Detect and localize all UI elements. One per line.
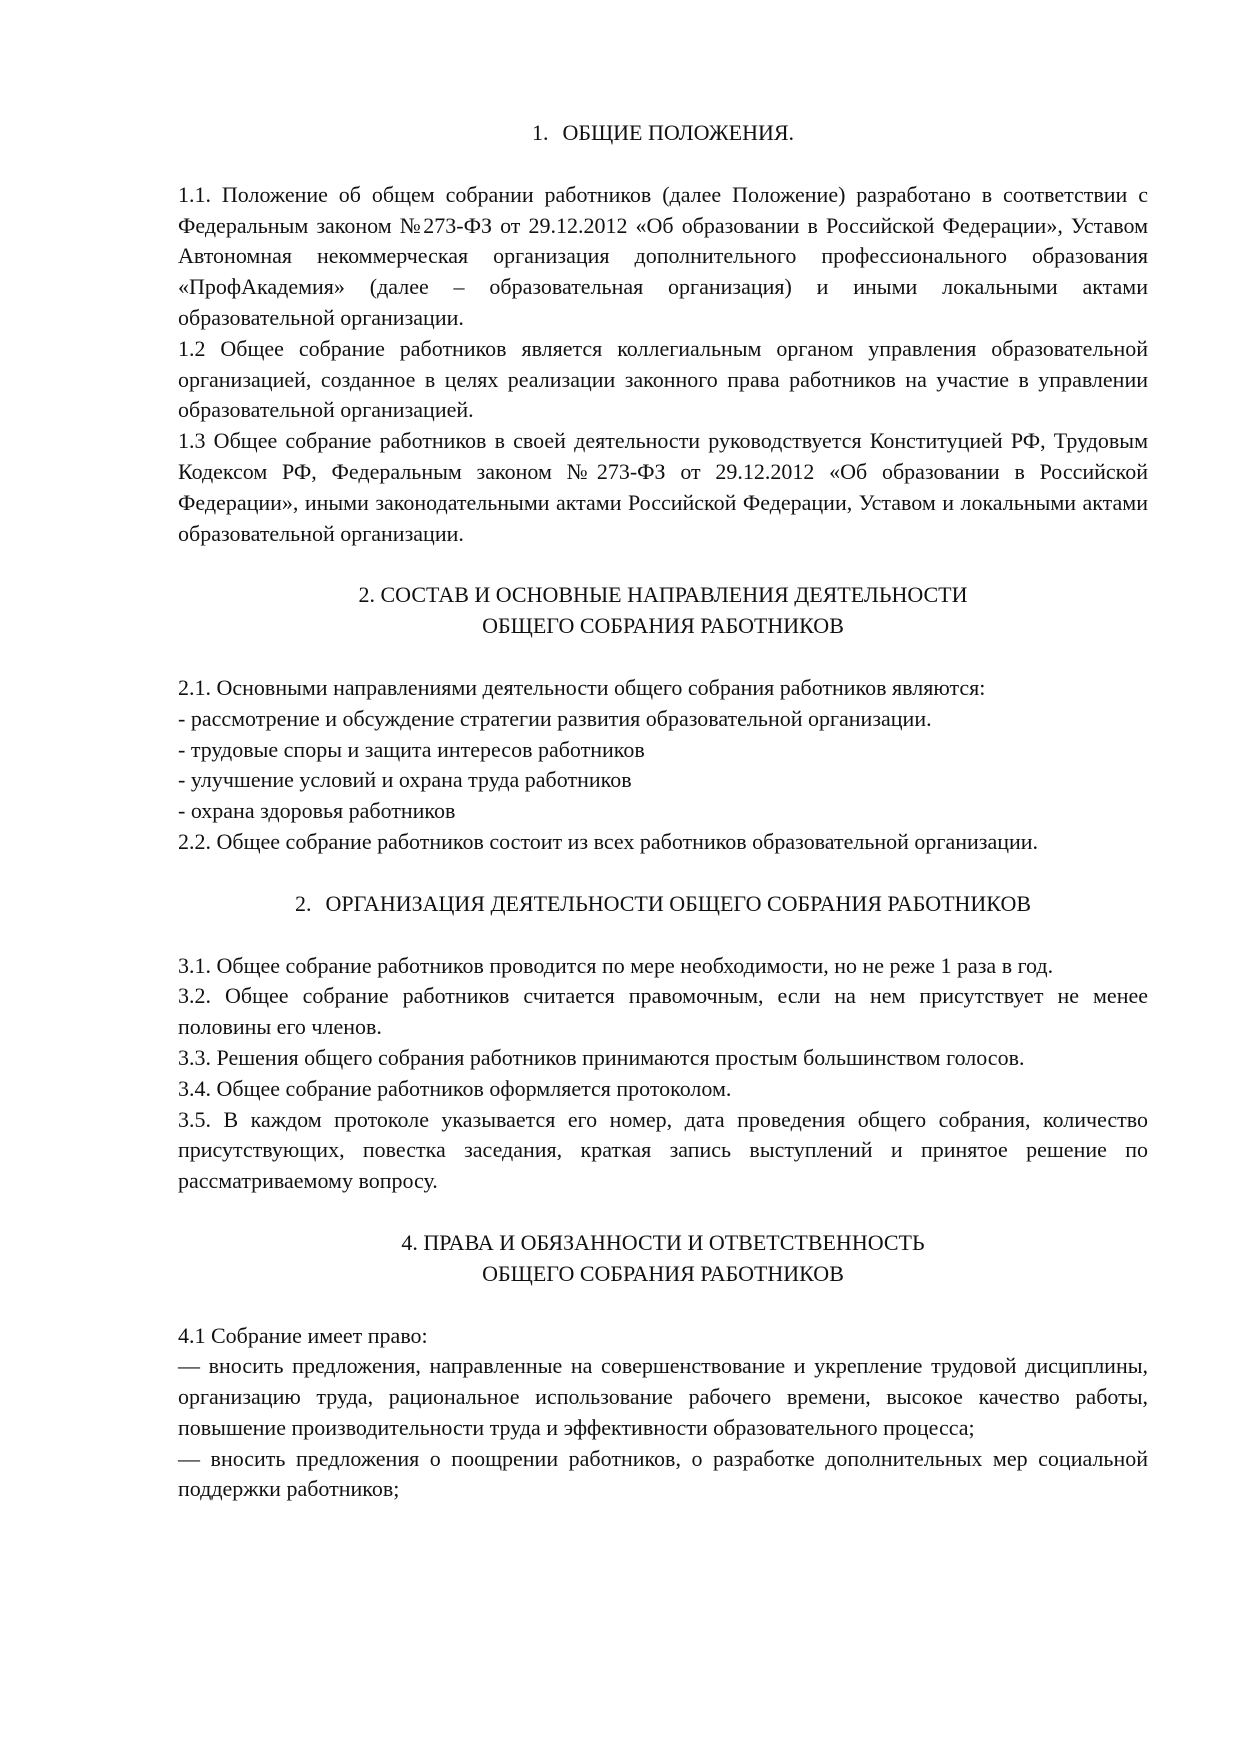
list-item: - улучшение условий и охрана труда работников [178, 767, 632, 793]
paragraph-4-1: 4.1 Собрание имеет право: [178, 1322, 428, 1348]
paragraph-3-4: 3.4. Общее собрание работников оформляется протоколом. [178, 1075, 732, 1101]
paragraph-3-1: 3.1. Общее собрание работников проводится по мере необходимости, но не реже 1 раза в год. [178, 952, 1054, 978]
section-1-title: ОБЩИЕ ПОЛОЖЕНИЯ. [562, 120, 795, 145]
list-item: - рассмотрение и обсуждение стратегии развития образовательной организации. [178, 705, 932, 731]
section-1-number: 1. [531, 120, 549, 145]
section-3-title: ОРГАНИЗАЦИЯ ДЕЯТЕЛЬНОСТИ ОБЩЕГО СОБРАНИЯ РАБОТНИКОВ [325, 890, 1031, 916]
section-1-heading [178, 118, 1148, 149]
section-3-number: 2. [294, 890, 312, 916]
list-item: — вносить предложения о поощрении работников, о разработке дополнительных мер социальной поддержки работников; [178, 1445, 1148, 1502]
document-page [178, 118, 1148, 1505]
section-3-heading [178, 889, 1148, 920]
section-2-title-line-2: ОБЩЕГО СОБРАНИЯ РАБОТНИКОВ [482, 613, 844, 639]
paragraph-3-3: 3.3. Решения общего собрания работников принимаются простым большинством голосов. [178, 1044, 1025, 1070]
paragraph-2-2: 2.2. Общее собрание работников состоит из всех работников образовательной организации. [178, 828, 1039, 854]
section-2-heading [178, 580, 1148, 642]
section-4-title-line-1: 4. ПРАВА И ОБЯЗАННОСТИ И ОТВЕТСТВЕННОСТЬ [401, 1229, 925, 1255]
section-4-title-line-2: ОБЩЕГО СОБРАНИЯ РАБОТНИКОВ [482, 1260, 844, 1286]
section-4-heading [178, 1228, 1148, 1290]
list-item: - охрана здоровья работников [178, 798, 456, 824]
list-item: — вносить предложения, направленные на совершенствование и укрепление трудовой дисциплины, организацию труда, рациональное использование рабочего времени, высокое качество работы, повышение производительности труда и эффективности образовательного процесса; [178, 1353, 1148, 1440]
list-item: - трудовые споры и защита интересов работников [178, 736, 645, 762]
paragraph-1-2: 1.2 Общее собрание работников является коллегиальным органом управления образовательной организацией, созданное в целях реализации законного права работников на участие в управлении образовательной организацией. [178, 335, 1148, 423]
paragraph-3-2: 3.2. Общее собрание работников считается правомочным, если на нем присутствует не менее половины его членов. [178, 983, 1148, 1040]
paragraph-1-1: 1.1. Положение об общем собрании работников (далее Положение) разработано в соответствии с Федеральным законом №273-ФЗ от 29.12.2012 «Об образовании в Российской Федерации», Уставом Автономная некоммерческая организация дополнительного профессионального образования «ПрофАкадемия» (далее – образовательная организация) и иными локальными актами образовательной организации. [178, 181, 1148, 330]
paragraph-3-5: 3.5. В каждом протоколе указывается его номер, дата проведения общего собрания, количество присутствующих, повестка заседания, краткая запись выступлений и принятое решение по рассматриваемому вопросу. [178, 1106, 1148, 1194]
paragraph-1-3: 1.3 Общее собрание работников в своей деятельности руководствуется Конституцией РФ, Трудовым Кодексом РФ, Федеральным законом №273-ФЗ от 29.12.2012 «Об образовании в Российской Федерации», иными законодательными актами Российской Федерации, Уставом и локальными актами образовательной организации. [178, 428, 1148, 546]
section-2-title-line-1: 2. СОСТАВ И ОСНОВНЫЕ НАПРАВЛЕНИЯ ДЕЯТЕЛЬНОСТИ [358, 582, 968, 608]
paragraph-2-1: 2.1. Основными направлениями деятельности общего собрания работников являются: [178, 674, 986, 700]
